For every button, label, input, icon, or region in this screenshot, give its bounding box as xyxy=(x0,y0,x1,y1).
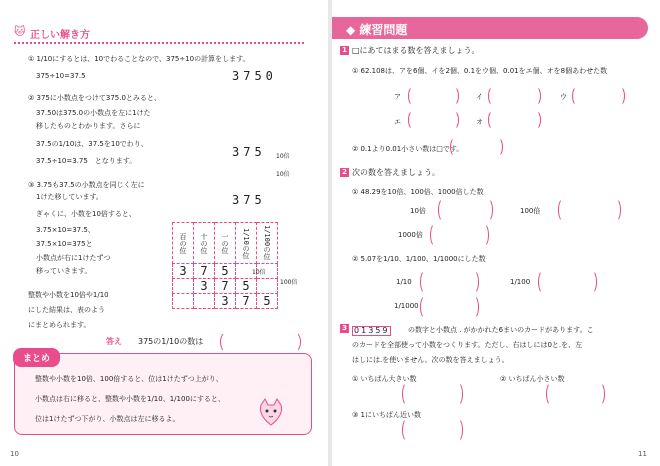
s2-line3: 移したものとわかります。さらに xyxy=(36,122,141,130)
card: 0 xyxy=(354,326,362,335)
s3-line1: ③ 3.75も37.5の小数点を同じく左に xyxy=(28,181,145,189)
grid-cell: 5 xyxy=(215,264,236,279)
card: 5 xyxy=(375,326,383,335)
q2-paren xyxy=(558,198,569,222)
mascot-icon xyxy=(256,397,286,427)
q2-paren xyxy=(538,270,549,294)
q1-label-o: オ xyxy=(476,118,483,126)
q1-2-text: ② 0.1より0.01小さい数は□です。 xyxy=(352,145,464,153)
summary-2: 小数点は右に移ると、整数や小数を1/10、1/100にすると、 xyxy=(35,395,225,403)
q2-paren xyxy=(468,270,479,294)
summary-tag: まとめ xyxy=(13,348,60,367)
s2-line2: 37.50は375.0の小数点を左に1けた xyxy=(36,109,151,117)
q3-1-text: ① いちばん大きい数 xyxy=(352,375,417,383)
q3-paren xyxy=(594,382,605,406)
grid-header: 1/100の位 xyxy=(257,223,278,264)
q2-label-1000: 1000倍 xyxy=(398,231,423,239)
grid-cell xyxy=(194,294,215,309)
conclusion-2: にした結果は、表のよう xyxy=(28,306,105,314)
s2-line1: ② 375に小数点をつけて375.0とみると、 xyxy=(28,94,161,102)
s3-line6: 小数点が右に1けたずつ xyxy=(36,254,111,262)
q1-paren xyxy=(614,86,625,106)
answer-paren-left xyxy=(220,331,235,353)
q2-paren xyxy=(430,223,441,247)
q3-badge: 3 xyxy=(340,324,349,333)
summary-3: 位は1けたずつ下がり、小数点は左に移るよ。 xyxy=(35,415,180,423)
grid-cell: 5 xyxy=(236,279,257,294)
q2-paren xyxy=(420,270,431,294)
grid-cell: 7 xyxy=(194,264,215,279)
tenfold-label-3: 10倍 xyxy=(252,269,266,276)
q1-paren xyxy=(488,110,499,130)
q1-paren xyxy=(530,86,541,106)
q3-paren xyxy=(402,382,413,406)
q1-label-a: ア xyxy=(394,93,401,101)
hundredfold-label: 100倍 xyxy=(280,279,298,286)
q1-paren xyxy=(488,86,499,106)
tenfold-label-1: 10倍 xyxy=(276,153,290,160)
grid-cell: 5 xyxy=(257,294,278,309)
q2-paren xyxy=(478,223,489,247)
conclusion-3: にまとめられます。 xyxy=(28,321,91,329)
grid-header: 1/10の位 xyxy=(236,223,257,264)
q2-label-100: 100倍 xyxy=(520,207,541,215)
q1-paren xyxy=(448,110,459,130)
right-title: ◆ 練習問題 xyxy=(346,23,408,37)
q2-frac-10: 1/10 xyxy=(396,278,412,286)
s2-line4: 37.5の1/10は、37.5を10でわり、 xyxy=(36,140,148,148)
q1-paren xyxy=(408,110,419,130)
q3-paren xyxy=(452,382,463,406)
page-number-right: 11 xyxy=(638,450,647,458)
place-value-table xyxy=(172,222,278,309)
card: 9 xyxy=(382,326,390,335)
grid-cell: 7 xyxy=(236,294,257,309)
right-page xyxy=(332,0,660,466)
card: 3 xyxy=(368,326,376,335)
q2-2-text: ② 5.07を1/10、1/100、1/1000にした数 xyxy=(352,255,486,263)
q3-line-b: のカードを全部使って小数をつくります。ただし、右はしには0と.を、左 xyxy=(352,341,583,349)
left-header xyxy=(14,22,304,44)
answer-paren-right xyxy=(286,331,301,353)
q2-paren xyxy=(438,198,449,222)
q1-label-u: ウ xyxy=(560,93,567,101)
grid-row xyxy=(173,294,278,309)
card: 1 xyxy=(361,326,369,335)
s3-big: 375 xyxy=(232,193,266,207)
q1-paren xyxy=(530,110,541,130)
grid-header: 十の位 xyxy=(194,223,215,264)
summary-1: 整数や小数を10倍、100倍すると、位は1けたずつ上がり、 xyxy=(35,375,223,383)
q2-paren xyxy=(468,295,479,319)
grid-cell xyxy=(173,279,194,294)
q1-badge: 1 xyxy=(340,46,349,55)
q3-line-a: の数字と小数点 . がかかれた6まいのカードがあります。こ xyxy=(408,326,594,334)
q2-badge: 2 xyxy=(340,168,349,177)
q1-label-e: エ xyxy=(394,118,401,126)
answer-text: 375の1/10の数は xyxy=(138,337,204,346)
q3-paren xyxy=(452,418,463,442)
cat-icon: 🐱 xyxy=(14,25,26,38)
q2-paren xyxy=(482,198,493,222)
q1-label-i: イ xyxy=(476,93,483,101)
conclusion-1: 整数や小数を10倍や1/10 xyxy=(28,291,109,299)
grid-cell: 3 xyxy=(215,294,236,309)
q2-frac-1000: 1/1000 xyxy=(394,302,419,310)
page-number-left: 10 xyxy=(10,450,19,458)
q2-paren xyxy=(420,295,431,319)
s3-line5: 37.5×10=375と xyxy=(36,240,93,248)
grid-cell: 7 xyxy=(215,279,236,294)
grid-cell: 3 xyxy=(173,264,194,279)
s1-calc: 375÷10=37.5 xyxy=(36,72,86,80)
s2-line5: 37.5÷10=3.75 となります。 xyxy=(36,157,137,165)
grid-cell: 3 xyxy=(194,279,215,294)
s1-big: 3750 xyxy=(232,69,277,83)
q2-label-10: 10倍 xyxy=(410,207,426,215)
q1-text: □にあてはまる数を答えましょう。 xyxy=(352,46,480,55)
q1-paren xyxy=(448,86,459,106)
s2-big: 375 xyxy=(232,145,266,159)
tenfold-label-2: 10倍 xyxy=(276,171,290,178)
q3-2-text: ② いちばん小さい数 xyxy=(500,375,565,383)
q3-paren xyxy=(402,418,413,442)
q1-paren xyxy=(572,86,583,106)
q1-paren xyxy=(492,137,503,157)
q1-1-text: ① 62.108は、アを6個、イを2個、0.1をウ個、0.01をエ個、オを8個あわせた数 xyxy=(352,67,608,75)
q2-text: 次の数を答えましょう。 xyxy=(352,168,440,177)
answer-label: 答え xyxy=(106,337,122,346)
s1-line: ① 1/10にするとは、10でわることなので、375÷10の計算をします。 xyxy=(28,55,250,63)
q3-line-c: はしには.を使いません。次の数を答えましょう。 xyxy=(352,356,509,364)
q2-1-text: ① 48.29を10倍、100倍、1000倍した数 xyxy=(352,188,484,196)
grid-header: 一の位 xyxy=(215,223,236,264)
grid-header: 百の位 xyxy=(173,223,194,264)
left-title: 正しい解き方 xyxy=(30,30,90,41)
q3-3-text: ③ 1にいちばん近い数 xyxy=(352,411,421,419)
q2-paren xyxy=(586,270,597,294)
q1-paren xyxy=(408,86,419,106)
s3-line7: 移っていきます。 xyxy=(36,267,92,275)
q3-paren xyxy=(546,382,557,406)
q2-frac-100: 1/100 xyxy=(510,278,531,286)
q1-paren xyxy=(450,137,461,157)
s3-line4: 3.75×10=37.5、 xyxy=(36,226,95,234)
q3-cards xyxy=(352,326,391,336)
right-header xyxy=(332,17,648,39)
grid-cell xyxy=(173,294,194,309)
left-page xyxy=(0,0,328,466)
grid-row xyxy=(173,279,278,294)
grid-cell xyxy=(257,279,278,294)
q2-paren xyxy=(610,198,621,222)
s3-line2: 1けた移しています。 xyxy=(36,193,103,201)
s3-line3: ぎゃくに、小数を10倍すると、 xyxy=(36,210,136,218)
